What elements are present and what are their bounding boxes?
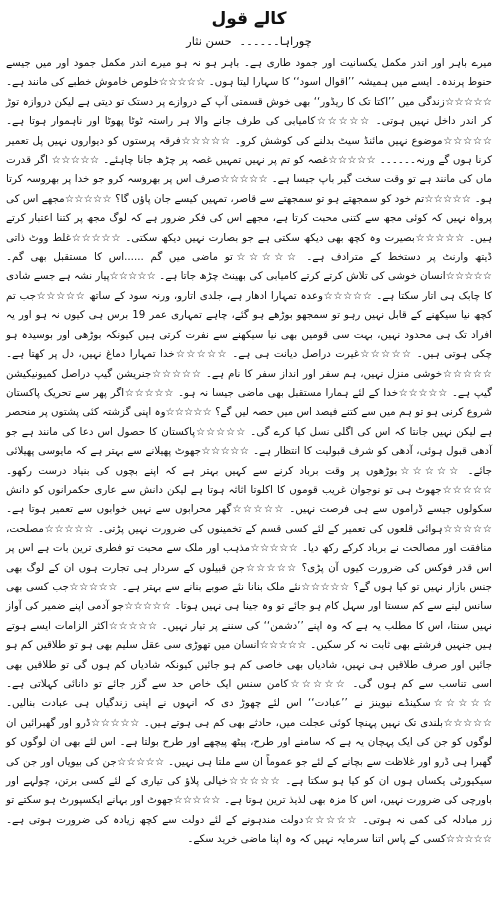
author-name: حسن نثار — [186, 34, 232, 48]
body-paragraph: میرے باہر اور اندر مکمل یکسانیت اور جمود طاری ہے۔ باہر ہو نہ ہو میرے اندر مکمل جمود اور میں جیسے حنوط پرندہ۔ ایسے میں ہمیشہ ’’اقوال اسود‘‘ کا سہارا لیتا ہوں۔ ☆☆☆☆☆خلوص خاموش خطبے کی مانند ہے۔ ☆☆☆☆☆زندگی میں ’’اکتا تک کا ریڈور‘‘ بھی خوش قسمتی آپ کے دروازے پر دستک تو دیتی ہے لیکن دروازہ توڑ کر اندر داخل نہیں ہوتی۔ ☆☆☆☆☆کامیابی کی طرف جانے والا ہر راستہ ٹوٹا پھوٹا اور ناہموار ہوتا ہے۔ ☆☆☆☆☆موضوع نہیں مائنڈ سیٹ بدلنے کی کوشش کرو۔ ☆☆☆☆☆فرقہ پرستوں کو دیواروں نہیں پل تعمیر کرنا ہوں گے ورنہ۔۔۔۔۔۔ ☆☆☆☆☆غصہ کو تم پر نہیں تمہیں غصہ پر چڑھ جانا چاہئے۔ ☆☆☆☆☆ اگر قدرت ماں کی مانند ہے تو وقت سخت گیر باپ جیسا ہے۔ ☆☆☆☆☆صرف اس پر بھروسہ کرو جو خدا پر بھروسہ کرتا ہو۔ ☆☆☆☆☆تم خود کو سمجھتے ہو تو سمجھتے سے قاصر، تمہیں کیسے جان پاؤں گا؟ ☆☆☆☆☆مجھے اس کی پرواہ نہیں کہ کوئی مجھ سے کتنی محبت کرتا ہے، مجھے اس کی فکر ضرور ہے کہ لوگ مجھ پر کتنا اعتبار کرتے ہیں۔ ☆☆☆☆☆بصیرت وہ کچھ بھی دیکھ سکتی ہے جو بصارت نہیں دیکھ سکتی۔ ☆☆☆☆☆غلط ووٹ ذاتی ڈیتھ وارنٹ پر دستخط کے مترادف ہے۔ ☆☆☆☆☆تو ماضی میں گم ......اس کا مستقبل بھی گم۔ ☆☆☆☆☆انسان خوشی کی تلاش کرتے کرتے کامیابی کی بھینٹ چڑھ جاتا ہے۔ ☆☆☆☆☆پیار نشہ ہے جسے شادی کا چابک ہی اتار سکتا ہے۔ ☆☆☆☆☆وعدہ تمہارا ادھار ہے، جلدی اتارو، ورنہ سود کے ساتھ ☆☆☆☆☆جب تم کچھ نیا سیکھنے کے قابل نہیں رہو تو سمجھو بوڑھے ہو گئے، چاہے تمہاری عمر 19 برس ہی کیوں نہ ہو اور یہ افراد تک ہی محدود نہیں، بہت سی قومیں بھی نیا سیکھنے سے نفرت کرتی ہیں کیونکہ بوڑھی اور بوسیدہ ہو چکی ہوتی ہیں۔ ☆☆☆☆☆غیرت دراصل دیانت ہی ہے۔ ☆☆☆☆☆خدا تمہارا دماغ نہیں، دل پر کھتا ہے۔ ☆☆☆☆☆خوشی منزل نہیں، ہم سفر اور انداز سفر کا نام ہے۔ ☆☆☆☆☆جنریشن گیپ دراصل کمیونیکیشن گیپ ہے۔ ☆☆☆☆☆خدا کے لئے ہمارا مستقبل بھی ماضی جیسا نہ ہو۔ ☆☆☆☆☆اگر پھر سے تحریک پاکستان شروع کرنی ہو تو ہم میں سے کتنے فیصد اس میں حصہ لیں گے؟ ☆☆☆☆☆وہ اپنی گزشتہ کئی پشتوں پر منحصر ہے لیکن نہیں جانتا کہ اس کی اگلی نسل کیا کرے گی۔ ☆☆☆☆☆پاکستان کا حصول اس دعا کی مانند ہے جو آدھی قبول ہوئی، آدھی کو شرف قبولیت کا انتظار ہے۔ ☆☆☆☆☆جھوٹ پھیلانے سے بہتر ہے کہ مایوسی پھیلائی جائے۔ ☆☆☆☆☆بوڑھوں پر وقت برباد کرنے سے کہیں بہتر ہے کہ اپنے بچوں کی بنیاد درست رکھو۔ ☆☆☆☆☆جھوٹ ہی تو نوجوان غریب قوموں کا اکلوتا اثاثہ ہوتا ہے لیکن دانش سے عاری حکمرانوں کو دانش سکولوں جیسے ڈراموں سے ہی فرصت نہیں۔ ☆☆☆☆☆گھر محرابوں سے نہیں خوابوں سے تعمیر ہوتا ہے۔ ☆☆☆☆☆ہوائی قلعوں کی تعمیر کے لئے کسی قسم کے تخمینوں کی ضرورت نہیں پڑتی۔ ☆☆☆☆☆مصلحت، منافقت اور مصالحت نے برباد کرکے رکھ دیا۔ ☆☆☆☆☆مذہب اور ملک سے محبت تو فطری ترین بات ہے اس پر اس قدر فوکس کی ضرورت کیوں آن پڑی؟ ☆☆☆☆☆جن قبیلوں کے سردار ہی تجارت ہوں ان کے لوگ بھی جنس بازار نہیں تو کیا ہوں گے؟ ☆☆☆☆☆نئے ملک بنانا نئے صوبے بنانے سے بہتر ہے۔ ☆☆☆☆☆جب کسی بھی سانس لینے سے کم سستا اور سہل کام ہو جائے تو وہ جینا ہی نہیں ہوتا۔ ☆☆☆☆☆جو آدمی اپنے ضمیر کی آواز نہیں سنتا، اس کا مطلب یہ ہے کہ وہ اپنے ’’دشمن‘‘ کی سننے پر تیار نہیں۔ ☆☆☆☆☆اکثر الزامات ایسے ہوتے ہیں جنہیں فرشتے بھی ثابت نہ کر سکیں۔ ☆☆☆☆☆انسان میں تھوڑی سی عقل سلیم بھی ہو تو طلاقیں کم ہو جائیں اور صرف طلاقیں ہی نہیں، شادیاں بھی خاصی کم ہو جائیں کیونکہ شادیاں کم ہوں گی تو طلاقیں بھی اسی تناسب سے کم ہوں گی۔ ☆☆☆☆☆کامن سنس ایک خاص حد سے گزر جائے تو دانائی کہلاتی ہے۔ ☆☆☆☆☆سکینڈے نیوینز نے ’’عبادت‘‘ اس لئے چھوڑ دی کہ انہوں نے اپنی زندگیاں ہی عبادت بنالیں۔ ☆☆☆☆☆بلندی تک نہیں پہنچا کوئی عجلت میں، حادثے بھی کم ہی ہوتے ہیں۔ ☆☆☆☆☆ڈرو اور گھبرائیں ان لوگوں کو جن کی ایک پہچان یہ ہے کہ سامنے اور طرح، پیٹھ پیچھے اور طرح بولتا ہے۔ اس لئے بھی ان لوگوں کو گھبرا ہی ڈرو اور غلاظت سے بچانے کے لئے جو عموماً ان سے ملتا ہی نہیں۔ ☆☆☆☆☆جن کی بیویاں اور جن کی سیکیورٹی یکساں ہوں ان کو کیا ہو سکتا ہے۔ ☆☆☆☆☆خیالی پلاؤ کی تیاری کے لئے کسی برتن، چولہے اور باورچی کی ضرورت نہیں، اس کا مزہ بھی لذیذ ترین ہوتا ہے۔ ☆☆☆☆☆جھوٹ اور بہانے ایکسپورٹ ہو سکتے تو زر مبادلہ کی کمی نہ ہوتی۔ ☆☆☆☆☆دولت مندہونے کے لئے دولت سے کچھ زیادہ کی ضرورت ہوتی ہے۔ ☆☆☆☆☆کسی کے پاس اتنا سرمایہ نہیں کہ وہ اپنا ماضی خرید سکے۔ — [6, 57, 492, 846]
byline — [6, 32, 492, 50]
column-title: کالے قول — [211, 9, 287, 29]
column-body — [6, 54, 492, 850]
column-name: چوراہا۔۔۔۔۔۔ — [239, 34, 312, 48]
